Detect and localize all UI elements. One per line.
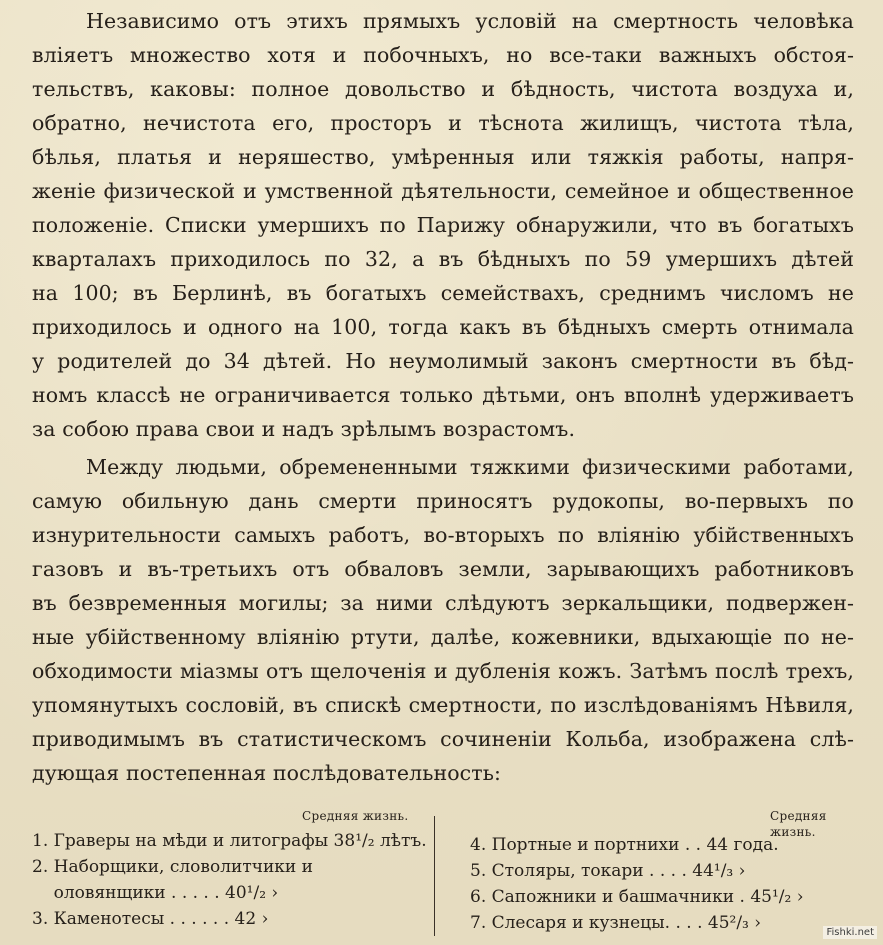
column-header: Средняя жизнь.: [302, 809, 409, 823]
paragraph-2-line: въ безвременныя могилы; за ними слѣдуютъ зеркальщики, подвержен-: [32, 591, 854, 615]
paragraph-2-line: изнурительности самыхъ работъ, во-вторыхъ по вліянію убійственныхъ: [32, 523, 854, 547]
column-divider: [434, 816, 435, 936]
table-row: 1. Граверы на мѣди и литографы 38¹/₂ лѣтъ.: [32, 831, 427, 851]
paragraph-1-line: женіе физической и умственной дѣятельности, семейное и общественное: [32, 179, 854, 203]
paragraph-1-line: вліяетъ множество хотя и побочныхъ, но все-таки важныхъ обстоя-: [32, 43, 854, 67]
paragraph-1-line: тельствъ, каковы: полное довольство и бѣдность, чистота воздуха и,: [32, 77, 854, 101]
table-row: 4. Портные и портнихи . . 44 года.: [470, 835, 779, 855]
paragraph-2-line: упомянутыхъ сословій, въ спискѣ смертности, по изслѣдованіямъ Нѣвиля,: [32, 693, 854, 717]
paragraph-2-line: газовъ и въ-третьихъ отъ обваловъ земли, зарывающихъ работниковъ: [32, 557, 854, 581]
paragraph-1-line: Независимо отъ этихъ прямыхъ условій на смертность человѣка: [86, 9, 854, 33]
table-row: 5. Столяры, токари . . . . 44¹/₃ ›: [470, 861, 746, 881]
paragraph-2-line: ные убійственному вліянію ртути, далѣе, кожевники, вдыхающіе по не-: [32, 625, 854, 649]
paragraph-1-line: приходилось и одного на 100, тогда какъ въ бѣдныхъ смерть отнимала: [32, 315, 854, 339]
life-expectancy-table: [32, 808, 858, 938]
paragraph-1-line: номъ классѣ не ограничивается только дѣтьми, онъ вполнѣ удерживаетъ: [32, 383, 854, 407]
paragraph-2-line: самую обильную дань смерти приносятъ рудокопы, во-первыхъ по: [32, 489, 854, 513]
paragraph-2-line: обходимости міазмы отъ щелоченія и дубленія кожъ. Затѣмъ послѣ трехъ,: [32, 659, 854, 683]
table-row: 2. Наборщики, словолитчики и: [32, 857, 313, 877]
column-header: Средняя жизнь.: [770, 809, 827, 839]
watermark: Fishki.net: [823, 926, 877, 939]
paragraph-1-line: положеніе. Списки умершихъ по Парижу обнаружили, что въ богатыхъ: [32, 213, 854, 237]
paragraph-1-line: бѣлья, платья и неряшество, умѣренныя или тяжкія работы, напря-: [32, 145, 854, 169]
paragraph-1-line: на 100; въ Берлинѣ, въ богатыхъ семействахъ, среднимъ числомъ не: [32, 281, 854, 305]
paragraph-2-line: приводимымъ въ статистическомъ сочиненіи Кольба, изображена слѣ-: [32, 727, 854, 751]
paragraph-1-line: кварталахъ приходилось по 32, а въ бѣдныхъ по 59 умершихъ дѣтей: [32, 247, 854, 271]
paragraph-1-line: у родителей до 34 дѣтей. Но неумолимый законъ смертности въ бѣд-: [32, 349, 854, 373]
paragraph-2-line: Между людьми, обремененными тяжкими физическими работами,: [86, 455, 854, 479]
table-row: 3. Каменотесы . . . . . . 42 ›: [32, 909, 269, 929]
table-row: 7. Слесаря и кузнецы. . . . 45²/₃ ›: [470, 913, 762, 933]
paragraph-1-line: за собою права свои и надъ зрѣлымъ возрастомъ.: [32, 417, 576, 441]
table-row: оловянщики . . . . . 40¹/₂ ›: [32, 883, 279, 903]
table-row: 6. Сапожники и башмачники . 45¹/₂ ›: [470, 887, 804, 907]
paragraph-1-line: обратно, нечистота его, просторъ и тѣснота жилищъ, чистота тѣла,: [32, 111, 854, 135]
paragraph-2-line: дующая постепенная послѣдовательность:: [32, 761, 501, 785]
